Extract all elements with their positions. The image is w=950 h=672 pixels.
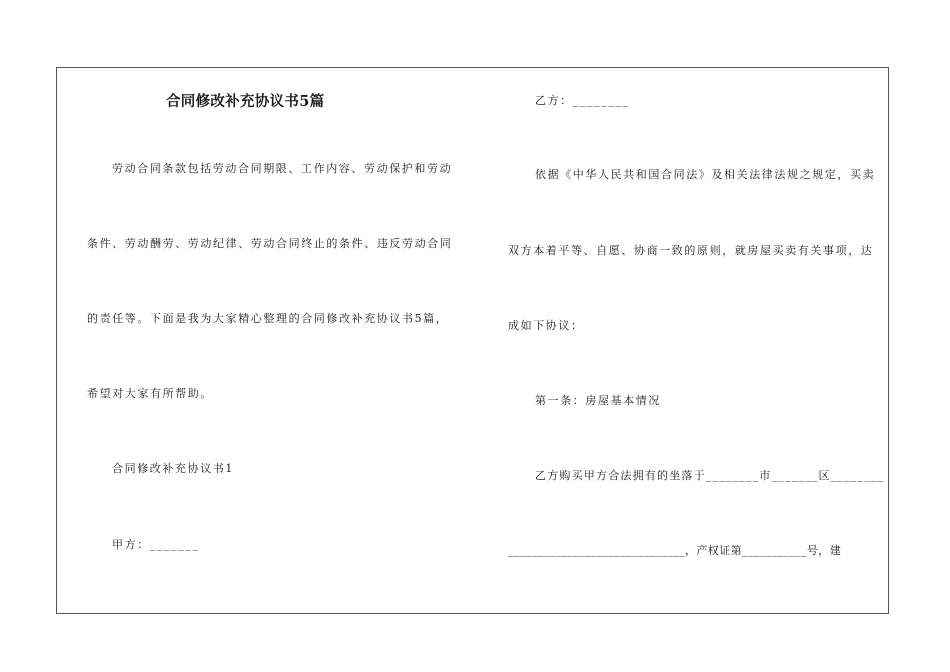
paragraph-line: 条件、劳动酬劳、劳动纪律、劳动合同终止的条件、违反劳动合同 [87,237,453,250]
right-column [497,68,890,613]
document-title: 合同修改补充协议书5篇 [166,93,325,110]
paragraph-line: 依据《中华人民共和国合同法》及相关法律法规之规定，买卖 [535,168,876,181]
paragraph-line: 劳动合同条款包括劳动合同期限、工作内容、劳动保护和劳动 [112,162,453,175]
section-heading: 合同修改补充协议书1 [112,462,234,475]
paragraph-line: 希望对大家有所帮助。 [87,387,213,400]
party-b-line: 乙方：________ [535,94,630,107]
paragraph-line: ______________________________，产权证第___________号，建 [508,544,842,557]
article-heading: 第一条：房屋基本情况 [535,394,661,407]
document-page [56,67,889,614]
paragraph-line: 的责任等。下面是我为大家精心整理的合同修改补充协议书5篇， [87,312,449,325]
paragraph-line: 成如下协议： [508,319,584,332]
paragraph-line: 双方本着平等、自愿、协商一致的原则，就房屋买卖有关事项，达 [508,244,874,257]
paragraph-line: 乙方购买甲方合法拥有的坐落于________市_______区________ [535,469,885,482]
left-column [57,68,477,613]
party-a-line: 甲方：_______ [112,538,200,551]
